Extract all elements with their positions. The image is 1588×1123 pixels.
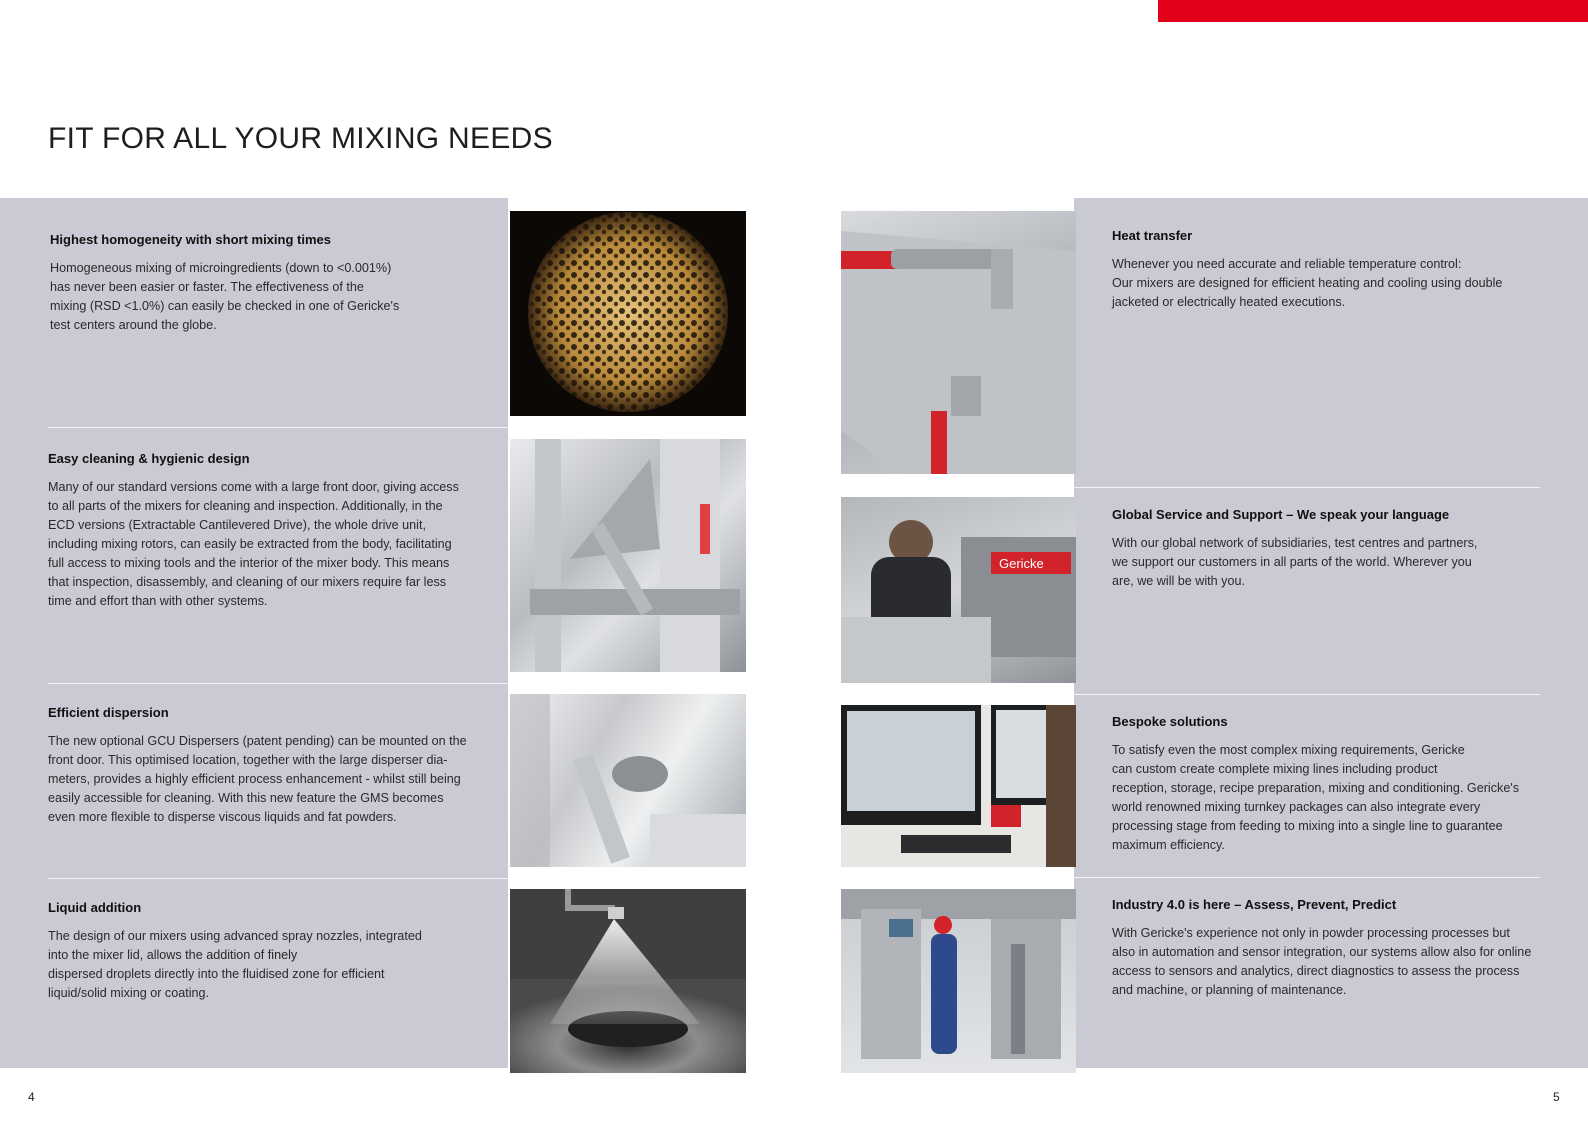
divider bbox=[1074, 877, 1540, 878]
section-title: Heat transfer bbox=[1112, 228, 1193, 243]
disperser-photo bbox=[510, 694, 746, 867]
divider bbox=[48, 427, 508, 428]
section-dispersion bbox=[48, 705, 503, 827]
microingredients-photo bbox=[510, 211, 746, 416]
section-industry-4 bbox=[1112, 897, 1582, 1000]
section-homogeneity bbox=[50, 232, 500, 335]
section-title: Bespoke solutions bbox=[1112, 714, 1228, 729]
section-body: Whenever you need accurate and reliable temperature control: Our mixers are designed for efficient heating and cooling using double jacketed or electrically heated executions. bbox=[1112, 257, 1503, 309]
divider bbox=[48, 878, 508, 879]
section-cleaning bbox=[48, 451, 498, 611]
service-engineer-photo bbox=[841, 497, 1076, 683]
engineering-workstation-photo bbox=[841, 705, 1076, 867]
section-body: Homogeneous mixing of microingredients (down to <0.001%) has never been easier or faster. The effectiveness of the mixing (RSD <1.0%) can easily be checked in one of Gericke's test centers around the globe. bbox=[50, 261, 400, 332]
section-title: Easy cleaning & hygienic design bbox=[48, 451, 250, 466]
heat-transfer-photo bbox=[841, 211, 1076, 474]
mixer-rotor-photo bbox=[510, 439, 746, 672]
industry-operator-photo bbox=[841, 889, 1076, 1073]
divider bbox=[1074, 694, 1540, 695]
section-title: Efficient dispersion bbox=[48, 705, 169, 720]
section-body: To satisfy even the most complex mixing requirements, Gericke can custom create complete mixing lines including product reception, storage, recipe preparation, mixing and conditioning. Gericke's world renowned mixing turnkey packages can also integrate every processing stage from feeding to mixing into a single line to guarantee maximum efficiency. bbox=[1112, 743, 1520, 852]
accent-bar bbox=[1158, 0, 1588, 22]
section-body: With Gericke's experience not only in powder processing processes but also in automation and sensor integration, our systems allow also for online access to sensors and analytics, direct diagnostics to assess the process and machine, or planning of maintenance. bbox=[1112, 926, 1532, 997]
divider bbox=[48, 683, 508, 684]
page-title: FIT FOR ALL YOUR MIXING NEEDS bbox=[48, 122, 553, 155]
section-liquid-addition bbox=[48, 900, 498, 1003]
section-body: Many of our standard versions come with a large front door, giving access to all parts of the mixers for cleaning and inspection. Additionally, in the ECD versions (Extractable Cantilevered Drive), the whole drive unit, including mixing rotors, can easily be extracted from the body, facilitating full access to mixing tools and the interior of the mixer body. This means that inspection, disassembly, and cleaning of our mixers require far less time and effort than with other systems. bbox=[48, 480, 459, 608]
gericke-logo: Gericke bbox=[999, 556, 1044, 571]
section-global-service bbox=[1112, 507, 1572, 591]
section-title: Global Service and Support – We speak your language bbox=[1112, 507, 1450, 522]
section-body: With our global network of subsidiaries, test centres and partners, we support our customers in all parts of the world. Wherever you are, we will be with you. bbox=[1112, 536, 1478, 588]
page-number-left: 4 bbox=[28, 1090, 35, 1104]
section-body: The new optional GCU Dispersers (patent pending) can be mounted on the front door. This optimised location, together with the large disperser dia- meters, provides a highly efficient process enhancement - whilst still being easily accessible for cleaning. With this new feature the GMS becomes even more flexible to disperse viscous liquids and fat powders. bbox=[48, 734, 467, 824]
section-title: Liquid addition bbox=[48, 900, 142, 915]
section-title: Industry 4.0 is here – Assess, Prevent, Predict bbox=[1112, 897, 1397, 912]
section-title: Highest homogeneity with short mixing times bbox=[50, 232, 331, 247]
divider bbox=[1074, 487, 1540, 488]
section-bespoke bbox=[1112, 714, 1574, 855]
section-heat-transfer bbox=[1112, 228, 1572, 312]
section-body: The design of our mixers using advanced spray nozzles, integrated into the mixer lid, allows the addition of finely dispersed droplets directly into the fluidised zone for efficient liquid/solid mixing or coating. bbox=[48, 929, 422, 1000]
page-number-right: 5 bbox=[1553, 1090, 1560, 1104]
spray-nozzle-photo bbox=[510, 889, 746, 1073]
